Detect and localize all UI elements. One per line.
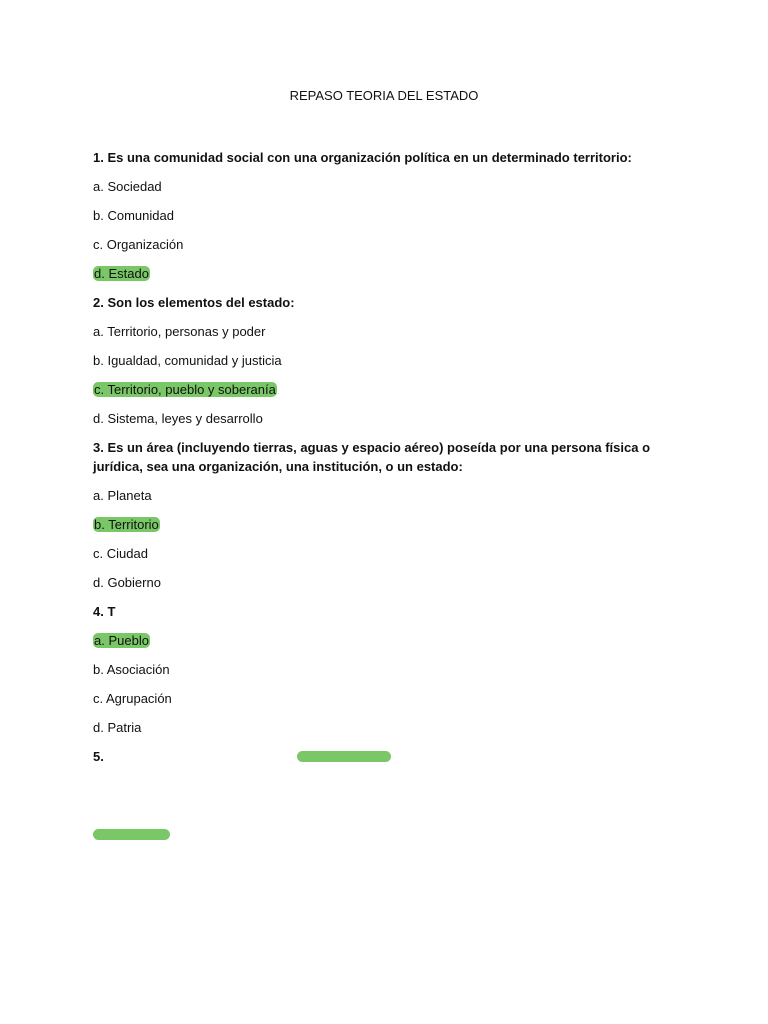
question-2-option-d: d. Sistema, leyes y desarrollo (93, 411, 263, 426)
question-4-option-c: c. Agrupación (93, 691, 172, 706)
empty-highlight-mark (297, 751, 391, 762)
question-3-text: 3. Es un área (incluyendo tierras, aguas y espacio aéreo) poseída por una persona física o jurídica, sea una organización, una institución, o un estado: (93, 440, 651, 474)
question-1-option-d-highlighted: d. Estado (94, 266, 149, 281)
question-4-option-b: b. Asociación (93, 662, 170, 677)
question-list (93, 148, 683, 776)
question-3-option-c: c. Ciudad (93, 546, 148, 561)
question-3-option-d: d. Gobierno (93, 575, 161, 590)
question-1-text: 1. Es una comunidad social con una organización política en un determinado territorio: (93, 150, 632, 165)
document-title: REPASO TEORIA DEL ESTADO (289, 88, 479, 103)
question-4-text: 4. T (93, 604, 116, 619)
question-4-option-a-highlighted: a. Pueblo (94, 633, 149, 648)
empty-highlight-mark (93, 829, 170, 840)
question-3-option-b-highlighted: b. Territorio (94, 517, 159, 532)
question-3-option-a: a. Planeta (93, 488, 152, 503)
question-5-text: 5. (93, 749, 104, 764)
question-2-text: 2. Son los elementos del estado: (93, 295, 295, 310)
question-1-option-a: a. Sociedad (93, 179, 162, 194)
question-2-option-b: b. Igualdad, comunidad y justicia (93, 353, 282, 368)
question-2-option-a: a. Territorio, personas y poder (93, 324, 266, 339)
question-2-option-c-highlighted: c. Territorio, pueblo y soberanía (94, 382, 276, 397)
question-4-option-d: d. Patria (93, 720, 142, 735)
question-1-option-c: c. Organización (93, 237, 184, 252)
question-1-option-b: b. Comunidad (93, 208, 174, 223)
